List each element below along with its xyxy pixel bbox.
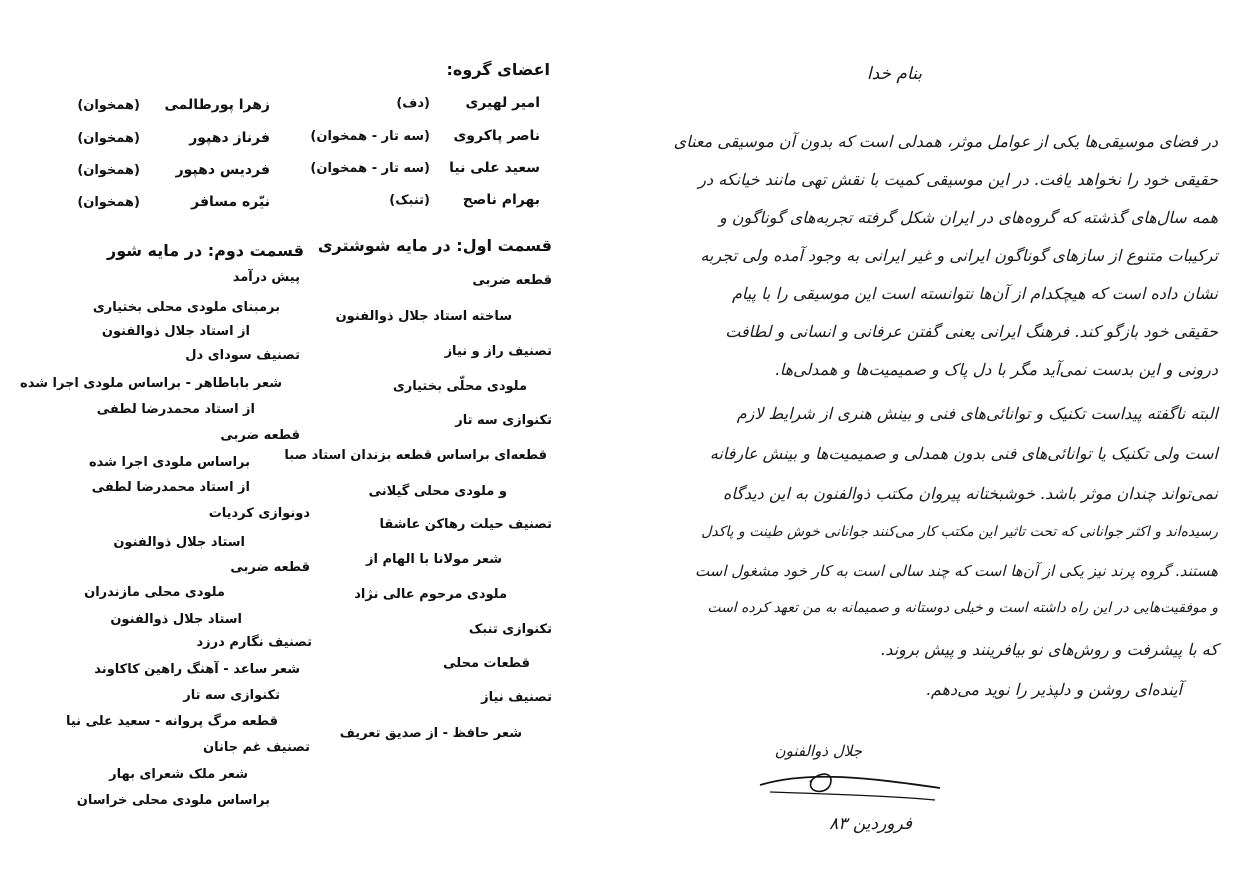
letter-line: البته ناگفته پیداست تکنیک و توانائی‌های فنی و بینش هنری از شرایط لازم [736, 404, 1218, 423]
program-item: ملودی محلّی بختیاری [392, 379, 527, 394]
member-name: بهرام ناصح [462, 192, 540, 208]
member-role: (دف) [396, 96, 430, 111]
letter-line: نمی‌تواند چندان موثر باشد. خوشبختانه پیروان مکتب ذوالفنون به این دیدگاه [722, 484, 1218, 503]
program-item: ملودی محلی مازندران [84, 585, 225, 600]
program-item: از استاد محمدرضا لطفی [91, 480, 250, 495]
signature-name: جلال ذوالفنون [774, 742, 862, 760]
letter-line: رسیده‌اند و اکثر جوانانی که تحت تاثیر این مکتب کار می‌کنند جوانانی خوش طینت و پاکدل [701, 524, 1218, 540]
program-item: تصنیف غم جانان [202, 740, 310, 755]
program-item: قطعه ضربی [230, 560, 310, 575]
member-name: ناصر پاکروی [453, 128, 540, 144]
member-role: (تنبک) [389, 193, 430, 208]
letter-page [640, 0, 1242, 884]
letter-line: حقیقی خود را نخواهد یافت. در این موسیقی کمیت با نقش تهی مانند خیانکه در [698, 170, 1218, 189]
program-item: تصنیف حیلت رهاکن عاشقا [379, 517, 552, 532]
letter-line: حقیقی خود بازگو کند. فرهنگ ایرانی یعنی گفتن عرفانی و انسانی و لطافت [725, 322, 1218, 341]
program-item: تصنیف نیاز [481, 690, 552, 705]
member-name: سعید علی نیا [449, 160, 540, 176]
member-name: زهرا پورطالمی [164, 97, 270, 113]
program-item: از استاد محمدرضا لطفی [96, 402, 255, 417]
letter-line: همه سال‌های گذشته که گروه‌های در ایران شکل گرفته تجربه‌های گوناگون و [718, 208, 1218, 227]
program-item: از استاد جلال ذوالفنون [101, 324, 250, 339]
member-name: نیّره مسافر [191, 194, 270, 210]
member-role: (همخوان) [77, 163, 140, 178]
program-item: قطعات محلی [443, 656, 530, 671]
program-item: ساخته استاد جلال ذوالفنون [335, 309, 512, 324]
program-item: قطعه‌ای براساس قطعه بزندان استاد صبا [284, 448, 547, 463]
member-name: امیر لهیری [465, 95, 540, 111]
letter-line: در فضای موسیقی‌ها یکی از عوامل موثر، همدلی است که بدون آن موسیقی معنای [673, 132, 1218, 151]
letter-line: است ولی تکنیک یا توانائی‌های فنی بدون همدلی و صمیمیت‌ها و بینش عارفانه [709, 444, 1218, 463]
program-item: براساس ملودی محلی خراسان [76, 793, 270, 808]
letter-line: هستند. گروه پرند نیز یکی از آن‌ها است که چند سالی است به کار خود مشغول است [695, 562, 1218, 580]
program-page [0, 0, 600, 884]
letter-line: که با پیشرفت و روش‌های نو بیافرینند و پیش بروند. [880, 640, 1218, 659]
program-item: تکنوازی تنبک [468, 622, 552, 637]
letter-line: درونی و این بدست نمی‌آید مگر با دل پاک و صمیمیت‌ها و همدلی‌ها. [774, 360, 1218, 379]
letter-line: ترکیبات متنوع از سازهای گوناگون ایرانی و غیر ایرانی به وجود آمده ولی تجربه [700, 246, 1218, 265]
letter-line: نشان داده است که هیچکدام از آن‌ها نتوانسته است این موسیقی را با پیام [732, 284, 1218, 303]
program-item: و ملودی محلی گیلانی [368, 484, 507, 499]
program-item: استاد جلال ذوالفنون [110, 612, 242, 627]
letter-heading: بنام خدا [866, 64, 922, 84]
letter-line: و موفقیت‌هایی در این راه داشته است و خیلی دوستانه و صمیمانه به من تعهد کرده است [707, 600, 1218, 616]
program-item: براساس ملودی اجرا شده [88, 455, 250, 470]
member-name: فردیس دهپور [175, 162, 270, 178]
program-item: شعر باباطاهر - براساس ملودی اجرا شده [20, 376, 282, 391]
program-item: تصنیف راز و نیاز [444, 344, 552, 359]
program-item: شعر ملک شعرای بهار [109, 767, 248, 782]
signature-scribble-icon [750, 730, 950, 810]
program-item: شعر مولانا با الهام از [366, 552, 502, 567]
program-item: تصنیف سودای دل [185, 348, 300, 363]
member-name: فرناز دهپور [189, 130, 270, 146]
program-item: دونوازی کردیات [208, 506, 310, 521]
program-item: شعر حافظ - از صدیق تعریف [339, 726, 522, 741]
member-role: (سه تار - همخوان) [310, 161, 430, 176]
member-role: (همخوان) [77, 131, 140, 146]
letter-date: فروردین ۸۳ [829, 814, 912, 834]
program-item: قطعه مرگ پروانه - سعید علی نیا [65, 714, 278, 729]
program-item: ملودی مرحوم عالی نژاد [354, 587, 507, 602]
program-item: تصنیف نگارم درزد [196, 635, 312, 650]
program-item: استاد جلال ذوالفنون [113, 535, 245, 550]
part-two-title: قسمت دوم: در مایه شور [106, 241, 304, 260]
letter-line: آینده‌ای روشن و دلپذیر را نوید می‌دهم. [925, 680, 1182, 699]
program-item: تکنوازی سه تار [183, 688, 280, 703]
members-title: اعضای گروه: [446, 60, 550, 79]
program-item: قطعه ضربی [472, 273, 552, 288]
program-item: شعر ساعد - آهنگ راهین کاکاوند [94, 662, 300, 677]
program-item: تکنوازی سه تار [455, 413, 552, 428]
part-one-title: قسمت اول: در مایه شوشتری [317, 236, 552, 255]
program-item: پیش درآمد [232, 270, 300, 285]
member-role: (همخوان) [77, 98, 140, 113]
program-item: قطعه ضربی [220, 428, 300, 443]
member-role: (سه تار - همخوان) [310, 129, 430, 144]
program-item: برمبنای ملودی محلی بختیاری [92, 300, 280, 315]
member-role: (همخوان) [77, 195, 140, 210]
